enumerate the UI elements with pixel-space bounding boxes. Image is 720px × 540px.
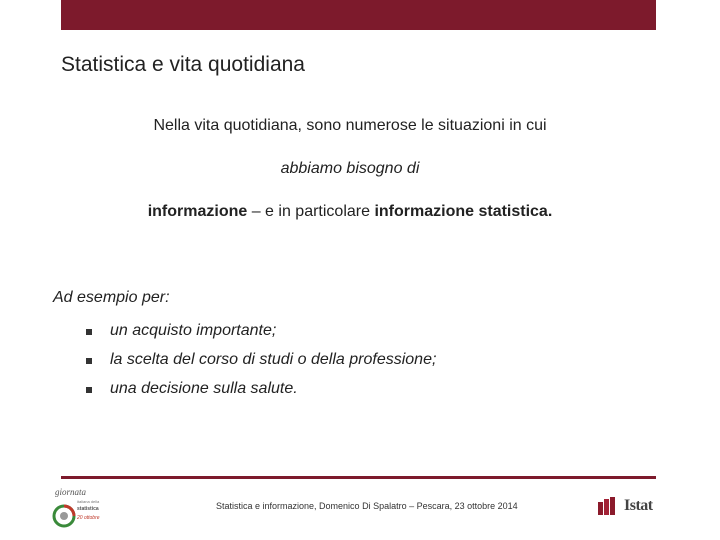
intro-bold-2: informazione statistica. xyxy=(374,203,553,220)
intro-line-1: Nella vita quotidiana, sono numerose le situazioni in cui xyxy=(153,117,547,134)
bullet-square-icon xyxy=(86,358,92,364)
giornata-statistica-logo xyxy=(51,486,107,530)
bullet-text: un acquisto importante; xyxy=(110,321,277,339)
istat-logo xyxy=(597,495,657,517)
bullet-text: una decisione sulla salute. xyxy=(110,379,298,397)
intro-line-2: abbiamo bisogno di xyxy=(280,160,420,177)
top-accent-bar xyxy=(61,0,656,30)
list-item xyxy=(86,316,436,345)
istat-bars-icon xyxy=(597,496,621,516)
bullet-square-icon xyxy=(86,329,92,335)
list-item xyxy=(86,345,436,374)
intro-line-3 xyxy=(90,203,610,221)
footer-caption: Statistica e informazione, Domenico Di Spalatro – Pescara, 23 ottobre 2014 xyxy=(216,501,518,511)
slide-title: Statistica e vita quotidiana xyxy=(61,53,305,76)
list-item xyxy=(86,374,436,403)
giornata-logo-icon xyxy=(51,486,107,530)
logo-line-1: giornata xyxy=(55,487,87,497)
examples-label: Ad esempio per: xyxy=(53,289,170,306)
intro-bold-1: informazione xyxy=(147,203,248,220)
footer-divider xyxy=(61,476,656,479)
logo-line-2: italiana della xyxy=(77,499,100,504)
bullet-list xyxy=(86,316,436,403)
bullet-text: la scelta del corso di studi o della professione; xyxy=(110,350,437,368)
logo-line-4: 20 ottobre xyxy=(77,515,100,521)
bullet-square-icon xyxy=(86,387,92,393)
logo-line-3: statistica xyxy=(77,506,99,512)
intro-mid: – e in particolare xyxy=(247,203,375,220)
istat-wordmark: Istat xyxy=(624,497,653,514)
